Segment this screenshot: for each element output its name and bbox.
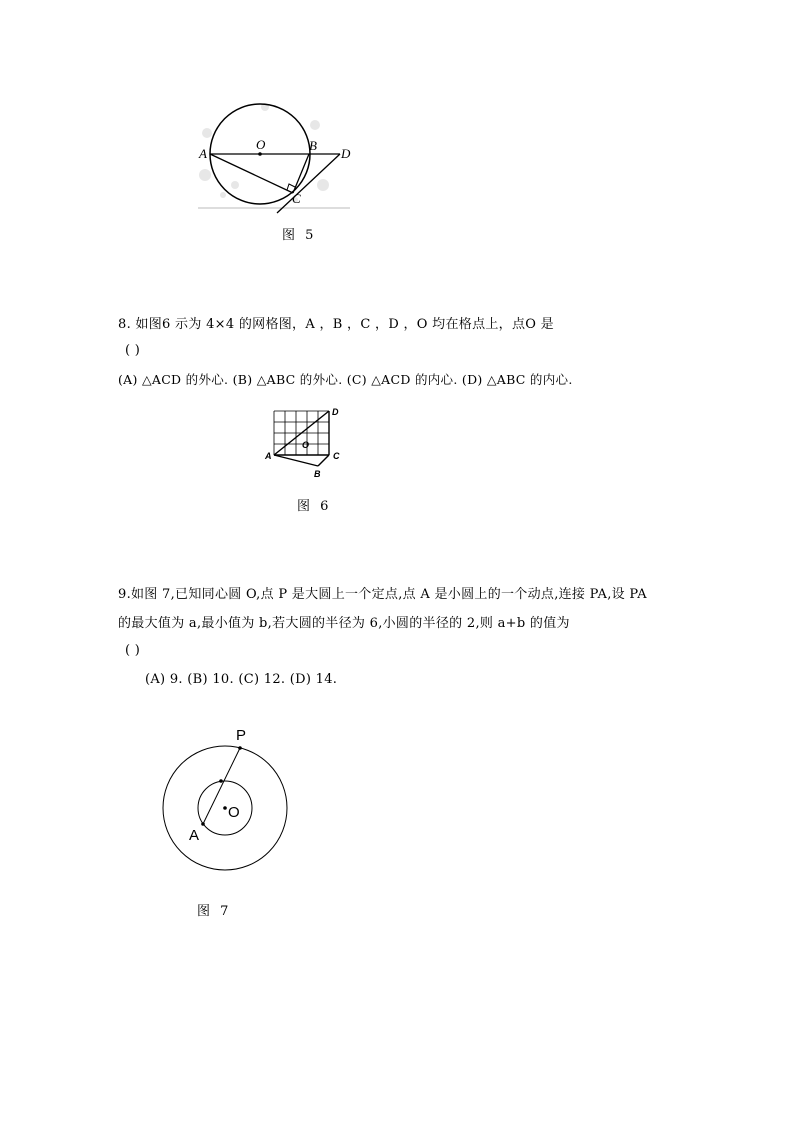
figure-6-caption: 图 6 xyxy=(297,499,332,514)
label-a: A xyxy=(199,146,207,161)
q9-options: (A) 9. (B) 10. (C) 12. (D) 14. xyxy=(145,672,338,687)
figure-7 xyxy=(155,720,300,880)
figure-6 xyxy=(262,403,357,483)
label-d: D xyxy=(341,146,351,161)
q9-stem-line2: 的最大值为 a,最小值为 b,若大圆的半径为 6,小圆的半径的 2,则 a+b 的值为 xyxy=(118,616,570,631)
figure-5 xyxy=(195,95,360,220)
figure-7-caption: 图 7 xyxy=(197,904,232,919)
label-a: A xyxy=(265,451,272,461)
label-o: O xyxy=(228,804,240,821)
point-a xyxy=(201,822,205,826)
label-p: P xyxy=(236,727,247,744)
segment-ab xyxy=(274,455,318,466)
q8-stem: 8. 如图6 示为 4×4 的网格图，A ，B ，C ，D ，O 均在格点上，点O 是 xyxy=(118,317,554,332)
q8-answer-paren: ( ) xyxy=(125,343,141,358)
segment-bc xyxy=(318,455,329,466)
label-b: B xyxy=(309,138,317,153)
center-dot xyxy=(258,152,262,156)
label-b: B xyxy=(314,469,321,479)
label-c: C xyxy=(292,191,301,206)
label-o: O xyxy=(256,137,266,152)
label-d: D xyxy=(332,407,339,417)
point-intersection xyxy=(219,779,223,783)
q8-options: (A) △ACD 的外心. (B) △ABC 的外心. (C) △ACD 的内心. (D) △ABC 的内心. xyxy=(118,372,573,387)
q9-answer-paren: ( ) xyxy=(125,643,141,658)
point-o xyxy=(223,806,227,810)
figure-5-caption: 图 5 xyxy=(282,228,317,243)
label-o: O xyxy=(302,440,310,450)
label-a: A xyxy=(189,827,200,844)
right-angle-mark xyxy=(287,184,295,190)
label-c: C xyxy=(333,451,340,461)
point-p xyxy=(238,746,242,750)
q9-stem-line1: 9.如图 7,已知同心圆 O,点 P 是大圆上一个定点,点 A 是小圆上的一个动点,连接 PA,设 PA xyxy=(118,587,647,602)
